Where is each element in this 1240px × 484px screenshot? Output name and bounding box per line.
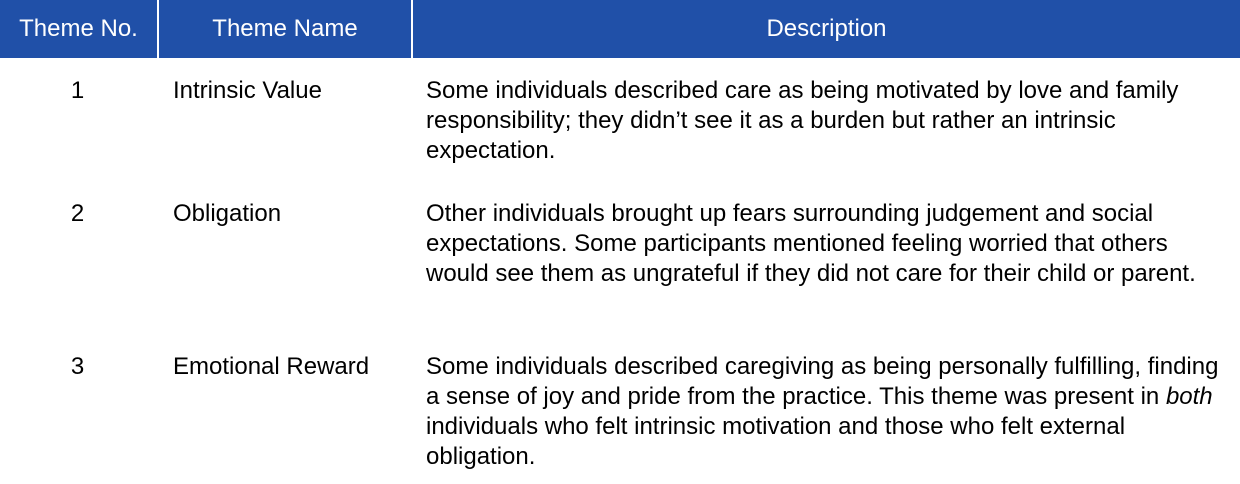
theme-description bbox=[426, 352, 1236, 472]
header-theme-name: Theme Name bbox=[212, 15, 358, 42]
theme-number: 2 bbox=[70, 200, 85, 227]
theme-number: 3 bbox=[70, 353, 85, 380]
description-emphasis: both bbox=[1165, 383, 1213, 410]
table-header-row bbox=[0, 0, 1240, 58]
theme-name: Intrinsic Value bbox=[173, 77, 322, 104]
description-text: Some individuals described caregiving as being personally fulfilling, finding a sense of joy and pride from the practice. This theme was present in bbox=[426, 353, 1219, 410]
theme-description: Some individuals described care as being motivated by love and family responsibility; they didn’t see it as a burden but rather an intrinsic expectation. bbox=[426, 77, 1179, 164]
theme-name: Emotional Reward bbox=[173, 353, 370, 380]
theme-description: Other individuals brought up fears surrounding judgement and social expectations. Some participants mentioned feeling worried that others would see them as ungrateful if they did not care for their child or parent. bbox=[426, 200, 1196, 287]
header-description: Description bbox=[766, 15, 887, 42]
description-text: individuals who felt intrinsic motivation and those who felt external obligation. bbox=[426, 413, 1126, 470]
theme-name: Obligation bbox=[173, 200, 282, 227]
theme-number: 1 bbox=[70, 77, 85, 104]
header-theme-number: Theme No. bbox=[19, 15, 138, 42]
